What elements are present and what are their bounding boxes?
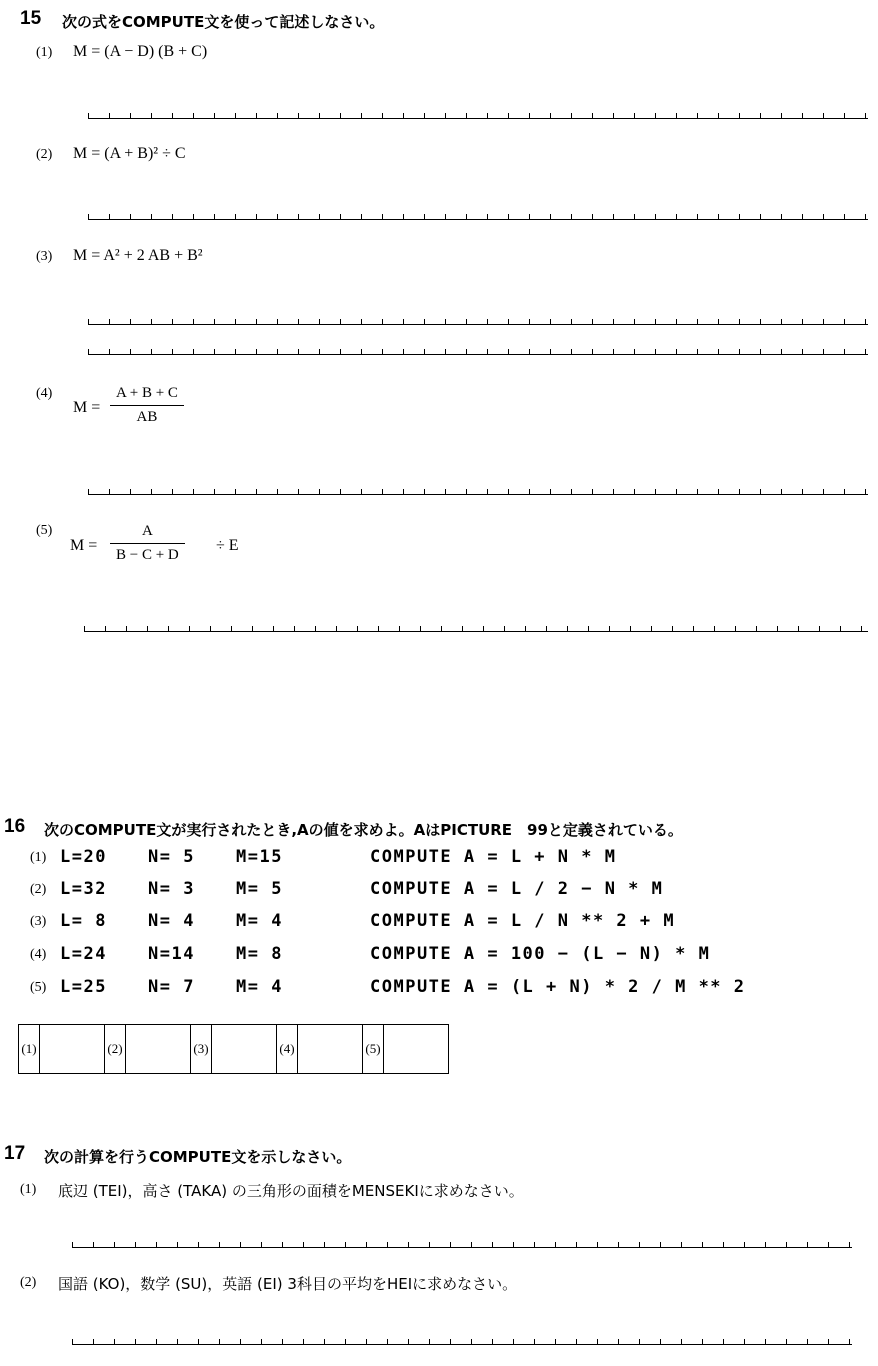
item-label: (4) [30,947,47,962]
numerator: A [141,523,153,539]
answer-box-2[interactable] [126,1025,191,1074]
answer-line[interactable] [88,318,868,325]
item-label: (2) [30,882,47,897]
question-number: 16 [4,816,26,837]
item-label: (1) [20,1182,37,1197]
fraction [110,385,184,426]
answer-label: (3) [191,1025,212,1074]
question-text: 次の計算を行うCOMPUTE文を示しなさい。 [44,1148,352,1166]
value-l: L=32 [60,879,107,899]
value-m: M=15 [236,847,283,867]
compute-statement: COMPUTE A = L / 2 − N * M [370,879,664,899]
question-text: 次の式をCOMPUTE文を使って記述しなさい。 [62,13,385,31]
answer-line[interactable] [72,1241,852,1248]
value-l: L= 8 [60,911,107,931]
answer-label: (2) [105,1025,126,1074]
value-n: N= 3 [148,879,195,899]
item-label: (1) [30,850,47,865]
compute-statement: COMPUTE A = L + N * M [370,847,617,867]
numerator: A + B + C [116,385,178,401]
value-l: L=20 [60,847,107,867]
item-label: (5) [36,523,53,538]
item-text: 底辺 (TEI)，高さ (TAKA) の三角形の面積をMENSEKIに求めなさい。 [58,1182,524,1200]
answer-label: (4) [277,1025,298,1074]
answer-label: (5) [363,1025,384,1074]
answer-table [18,1024,449,1074]
value-l: L=25 [60,977,107,997]
item-label: (5) [30,980,47,995]
answer-box-1[interactable] [40,1025,105,1074]
compute-statement: COMPUTE A = L / N ** 2 + M [370,911,676,931]
question-text: 次のCOMPUTE文が実行されたとき,Aの値を求めよ。AはPICTURE 99と定義されている。 [44,821,683,839]
value-m: M= 4 [236,911,283,931]
answer-box-4[interactable] [298,1025,363,1074]
value-m: M= 4 [236,977,283,997]
value-m: M= 8 [236,944,283,964]
compute-statement: COMPUTE A = 100 − (L − N) * M [370,944,711,964]
value-n: N= 7 [148,977,195,997]
formula: M = (A − D) (B + C) [73,43,208,60]
value-l: L=24 [60,944,107,964]
item-text: 国語 (KO)，数学 (SU)，英語 (EI) 3科目の平均をHEIに求めなさい。 [58,1275,518,1293]
answer-line[interactable] [88,488,868,495]
value-n: N= 4 [148,911,195,931]
denominator: B − C + D [110,543,185,564]
denominator: AB [110,405,184,426]
compute-statement: COMPUTE A = (L + N) * 2 / M ** 2 [370,977,746,997]
answer-box-3[interactable] [212,1025,277,1074]
item-label: (3) [36,249,53,264]
formula-lhs: M = [70,537,98,554]
answer-line[interactable] [84,625,868,632]
question-number: 15 [20,8,42,29]
formula-lhs: M = [73,399,101,416]
answer-label: (1) [19,1025,40,1074]
value-n: N= 5 [148,847,195,867]
answer-box-5[interactable] [384,1025,449,1074]
item-label: (1) [36,45,53,60]
fraction [110,523,185,564]
item-label: (2) [36,147,53,162]
answer-line[interactable] [72,1338,852,1345]
item-label: (4) [36,386,53,401]
formula-suffix: ÷ E [216,537,239,554]
answer-line[interactable] [88,112,868,119]
value-m: M= 5 [236,879,283,899]
answer-line[interactable] [88,348,868,355]
item-label: (3) [30,914,47,929]
value-n: N=14 [148,944,195,964]
item-label: (2) [20,1275,37,1290]
question-number: 17 [4,1143,26,1164]
formula: M = (A + B)² ÷ C [73,145,186,162]
answer-line[interactable] [88,213,868,220]
formula: M = A² + 2 AB + B² [73,247,203,264]
